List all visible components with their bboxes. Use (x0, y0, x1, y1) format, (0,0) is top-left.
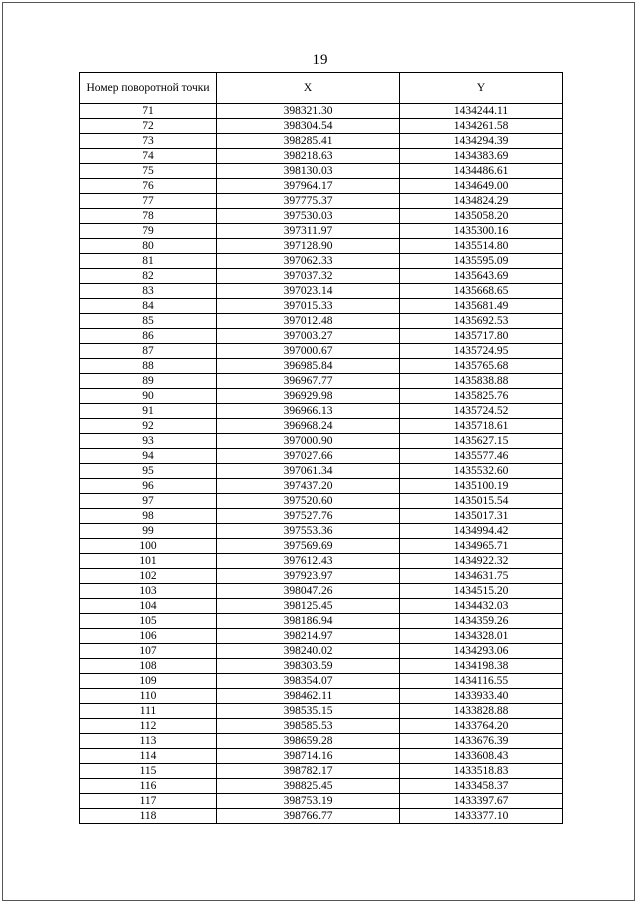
cell-y: 1434293.06 (400, 644, 563, 659)
cell-point-number: 116 (80, 779, 217, 794)
cell-point-number: 118 (80, 809, 217, 824)
table-row (80, 239, 563, 254)
table-row (80, 764, 563, 779)
table-row (80, 749, 563, 764)
cell-point-number: 76 (80, 179, 217, 194)
cell-x: 397023.14 (217, 284, 400, 299)
table-row (80, 779, 563, 794)
table-row (80, 404, 563, 419)
cell-x: 398585.53 (217, 719, 400, 734)
table-row (80, 449, 563, 464)
cell-x: 396966.13 (217, 404, 400, 419)
cell-point-number: 94 (80, 449, 217, 464)
cell-point-number: 92 (80, 419, 217, 434)
cell-y: 1435627.15 (400, 434, 563, 449)
cell-point-number: 80 (80, 239, 217, 254)
table-header-row (80, 73, 563, 104)
cell-x: 397527.76 (217, 509, 400, 524)
cell-point-number: 79 (80, 224, 217, 239)
cell-x: 398047.26 (217, 584, 400, 599)
cell-x: 397000.67 (217, 344, 400, 359)
cell-y: 1434432.03 (400, 599, 563, 614)
table-row (80, 629, 563, 644)
cell-x: 398125.45 (217, 599, 400, 614)
cell-y: 1434649.00 (400, 179, 563, 194)
cell-y: 1435692.53 (400, 314, 563, 329)
table-row (80, 494, 563, 509)
cell-point-number: 108 (80, 659, 217, 674)
cell-point-number: 86 (80, 329, 217, 344)
cell-point-number: 98 (80, 509, 217, 524)
table-row (80, 119, 563, 134)
cell-x: 398240.02 (217, 644, 400, 659)
cell-point-number: 106 (80, 629, 217, 644)
cell-y: 1434244.11 (400, 104, 563, 119)
table-row (80, 269, 563, 284)
cell-y: 1433828.88 (400, 704, 563, 719)
cell-x: 398354.07 (217, 674, 400, 689)
table-row (80, 179, 563, 194)
table-row (80, 254, 563, 269)
table-row (80, 374, 563, 389)
cell-x: 398130.03 (217, 164, 400, 179)
cell-point-number: 72 (80, 119, 217, 134)
cell-point-number: 75 (80, 164, 217, 179)
cell-x: 397311.97 (217, 224, 400, 239)
cell-y: 1435765.68 (400, 359, 563, 374)
cell-x: 396985.84 (217, 359, 400, 374)
header-x: X (217, 73, 400, 104)
cell-x: 397062.33 (217, 254, 400, 269)
table-row (80, 329, 563, 344)
cell-y: 1433933.40 (400, 689, 563, 704)
cell-point-number: 114 (80, 749, 217, 764)
cell-point-number: 112 (80, 719, 217, 734)
cell-x: 397964.17 (217, 179, 400, 194)
table-row (80, 464, 563, 479)
table-row (80, 644, 563, 659)
cell-point-number: 102 (80, 569, 217, 584)
cell-point-number: 117 (80, 794, 217, 809)
cell-point-number: 81 (80, 254, 217, 269)
cell-point-number: 93 (80, 434, 217, 449)
cell-y: 1434922.32 (400, 554, 563, 569)
cell-point-number: 82 (80, 269, 217, 284)
cell-x: 397569.69 (217, 539, 400, 554)
cell-y: 1435825.76 (400, 389, 563, 404)
cell-y: 1434994.42 (400, 524, 563, 539)
cell-y: 1435058.20 (400, 209, 563, 224)
cell-x: 397061.34 (217, 464, 400, 479)
table-row (80, 674, 563, 689)
cell-x: 397000.90 (217, 434, 400, 449)
table-row (80, 614, 563, 629)
cell-y: 1434515.20 (400, 584, 563, 599)
cell-y: 1433458.37 (400, 779, 563, 794)
cell-point-number: 83 (80, 284, 217, 299)
cell-y: 1433676.39 (400, 734, 563, 749)
table-row (80, 134, 563, 149)
table-row (80, 194, 563, 209)
cell-y: 1433608.43 (400, 749, 563, 764)
table-row (80, 719, 563, 734)
cell-x: 398714.16 (217, 749, 400, 764)
cell-x: 397612.43 (217, 554, 400, 569)
cell-x: 397027.66 (217, 449, 400, 464)
cell-point-number: 113 (80, 734, 217, 749)
coordinates-table (79, 72, 563, 824)
cell-x: 398304.54 (217, 119, 400, 134)
cell-y: 1434116.55 (400, 674, 563, 689)
cell-y: 1433764.20 (400, 719, 563, 734)
cell-y: 1435668.65 (400, 284, 563, 299)
table-body (80, 104, 563, 824)
cell-x: 398753.19 (217, 794, 400, 809)
table-row (80, 809, 563, 824)
cell-y: 1435724.52 (400, 404, 563, 419)
cell-x: 398321.30 (217, 104, 400, 119)
cell-y: 1434359.26 (400, 614, 563, 629)
table-row (80, 584, 563, 599)
table-row (80, 359, 563, 374)
cell-point-number: 77 (80, 194, 217, 209)
cell-point-number: 115 (80, 764, 217, 779)
cell-point-number: 88 (80, 359, 217, 374)
cell-x: 398659.28 (217, 734, 400, 749)
cell-point-number: 100 (80, 539, 217, 554)
cell-x: 398218.63 (217, 149, 400, 164)
cell-y: 1434965.71 (400, 539, 563, 554)
cell-x: 398186.94 (217, 614, 400, 629)
cell-y: 1435300.16 (400, 224, 563, 239)
cell-x: 398825.45 (217, 779, 400, 794)
cell-x: 397530.03 (217, 209, 400, 224)
cell-y: 1435724.95 (400, 344, 563, 359)
cell-point-number: 99 (80, 524, 217, 539)
cell-y: 1433518.83 (400, 764, 563, 779)
cell-point-number: 87 (80, 344, 217, 359)
cell-y: 1433397.67 (400, 794, 563, 809)
table-row (80, 224, 563, 239)
cell-x: 397015.33 (217, 299, 400, 314)
table-row (80, 164, 563, 179)
cell-x: 397128.90 (217, 239, 400, 254)
page-number: 19 (312, 52, 328, 68)
cell-x: 398766.77 (217, 809, 400, 824)
cell-point-number: 91 (80, 404, 217, 419)
header-point-number: Номер поворотной точки (80, 73, 217, 104)
cell-point-number: 71 (80, 104, 217, 119)
cell-x: 397520.60 (217, 494, 400, 509)
cell-point-number: 97 (80, 494, 217, 509)
table-row (80, 104, 563, 119)
table-row (80, 794, 563, 809)
cell-y: 1434294.39 (400, 134, 563, 149)
table-row (80, 149, 563, 164)
cell-y: 1435595.09 (400, 254, 563, 269)
header-y: Y (400, 73, 563, 104)
cell-y: 1435577.46 (400, 449, 563, 464)
cell-point-number: 73 (80, 134, 217, 149)
cell-point-number: 107 (80, 644, 217, 659)
cell-point-number: 109 (80, 674, 217, 689)
cell-y: 1434631.75 (400, 569, 563, 584)
cell-point-number: 84 (80, 299, 217, 314)
cell-y: 1435717.80 (400, 329, 563, 344)
cell-y: 1435838.88 (400, 374, 563, 389)
cell-y: 1434824.29 (400, 194, 563, 209)
cell-point-number: 74 (80, 149, 217, 164)
cell-y: 1435100.19 (400, 479, 563, 494)
cell-y: 1435015.54 (400, 494, 563, 509)
cell-x: 397012.48 (217, 314, 400, 329)
table-row (80, 299, 563, 314)
table-row (80, 479, 563, 494)
cell-x: 398782.17 (217, 764, 400, 779)
cell-x: 397553.36 (217, 524, 400, 539)
cell-y: 1435017.31 (400, 509, 563, 524)
table-row (80, 524, 563, 539)
cell-y: 1433377.10 (400, 809, 563, 824)
cell-point-number: 78 (80, 209, 217, 224)
table-row (80, 209, 563, 224)
cell-y: 1434383.69 (400, 149, 563, 164)
cell-y: 1434486.61 (400, 164, 563, 179)
cell-point-number: 104 (80, 599, 217, 614)
cell-y: 1435532.60 (400, 464, 563, 479)
cell-x: 397437.20 (217, 479, 400, 494)
table-row (80, 284, 563, 299)
cell-point-number: 105 (80, 614, 217, 629)
cell-x: 396929.98 (217, 389, 400, 404)
table-row (80, 689, 563, 704)
table-row (80, 554, 563, 569)
table-row (80, 659, 563, 674)
table-row (80, 434, 563, 449)
cell-x: 397923.97 (217, 569, 400, 584)
table-row (80, 599, 563, 614)
table-row (80, 314, 563, 329)
table-row (80, 419, 563, 434)
cell-x: 397775.37 (217, 194, 400, 209)
cell-point-number: 101 (80, 554, 217, 569)
table-row (80, 509, 563, 524)
cell-y: 1434198.38 (400, 659, 563, 674)
table-row (80, 344, 563, 359)
cell-y: 1434328.01 (400, 629, 563, 644)
table-row (80, 539, 563, 554)
cell-x: 396968.24 (217, 419, 400, 434)
cell-point-number: 96 (80, 479, 217, 494)
cell-point-number: 103 (80, 584, 217, 599)
cell-y: 1434261.58 (400, 119, 563, 134)
cell-y: 1435514.80 (400, 239, 563, 254)
cell-point-number: 111 (80, 704, 217, 719)
cell-x: 398214.97 (217, 629, 400, 644)
cell-x: 398462.11 (217, 689, 400, 704)
cell-point-number: 95 (80, 464, 217, 479)
cell-x: 397037.32 (217, 269, 400, 284)
cell-x: 398535.15 (217, 704, 400, 719)
cell-y: 1435718.61 (400, 419, 563, 434)
table-row (80, 569, 563, 584)
cell-y: 1435681.49 (400, 299, 563, 314)
cell-point-number: 85 (80, 314, 217, 329)
table-row (80, 704, 563, 719)
cell-point-number: 89 (80, 374, 217, 389)
table-row (80, 389, 563, 404)
cell-point-number: 90 (80, 389, 217, 404)
cell-x: 396967.77 (217, 374, 400, 389)
cell-x: 398285.41 (217, 134, 400, 149)
cell-x: 397003.27 (217, 329, 400, 344)
cell-point-number: 110 (80, 689, 217, 704)
table-row (80, 734, 563, 749)
cell-x: 398303.59 (217, 659, 400, 674)
cell-y: 1435643.69 (400, 269, 563, 284)
